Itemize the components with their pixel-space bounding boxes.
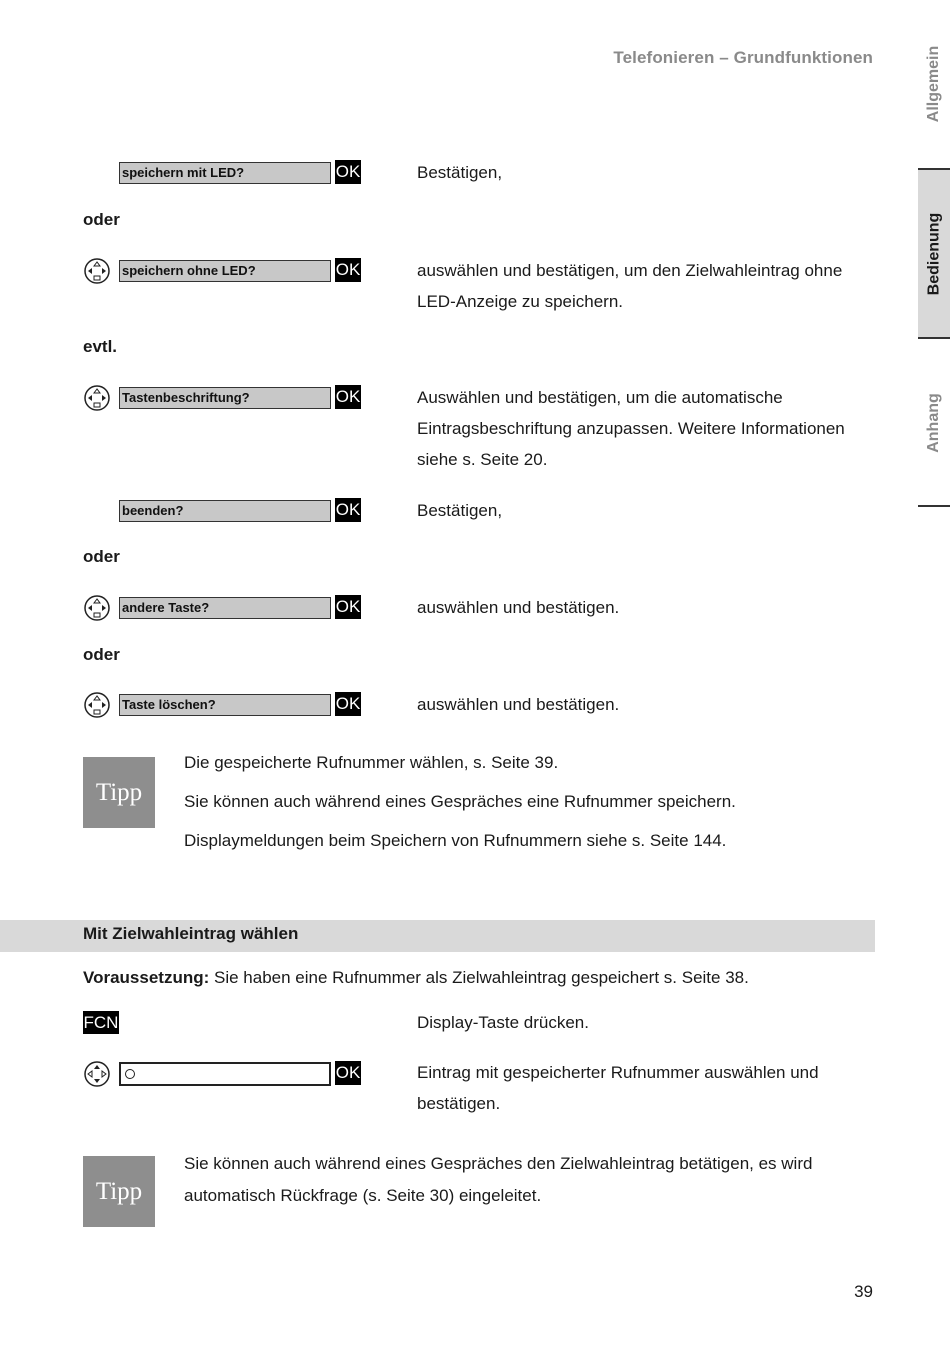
connector-oder: oder [83,210,120,229]
prerequisite-label: Voraussetzung: [83,968,210,987]
step-description: Bestätigen, [417,501,503,520]
step-description: Display-Taste drücken. [417,1013,589,1032]
fcn-key: FCN [83,1013,119,1032]
display-entry-select [119,1062,331,1086]
ok-key: OK [335,595,361,619]
side-tab-allgemein[interactable] [918,30,950,138]
display-taste-loeschen: Taste löschen? [119,694,331,716]
navigation-key-icon [83,384,111,412]
ok-key: OK [335,692,361,716]
navigation-key-icon [83,1060,111,1088]
ok-key: OK [335,258,361,282]
ok-key: OK [335,498,361,522]
tipp-badge: Tipp [83,1156,155,1227]
prerequisite-text: Sie haben eine Rufnummer als Zielwahleintrag gespeichert s. Seite 38. [209,968,749,987]
display-andere-taste: andere Taste? [119,597,331,619]
step-description: Bestätigen, [417,163,503,182]
tipp-line: Sie können auch während eines Gespräches eine Rufnummer speichern. [184,792,736,811]
side-tab-label: Anhang [925,392,943,453]
display-speichern-ohne-led: speichern ohne LED? [119,260,331,282]
tipp-badge: Tipp [83,757,155,828]
side-tab-divider [918,505,950,507]
side-tab-label: Allgemein [925,45,942,123]
section-title: Mit Zielwahleintrag wählen [83,924,299,943]
tipp-text [184,752,874,852]
step-description: Eintrag mit gespeicherter Rufnummer auswählen und bestätigen. [417,1063,819,1113]
navigation-key-icon [83,594,111,622]
navigation-key-icon [83,257,111,285]
display-beenden: beenden? [119,500,331,522]
display-tastenbeschriftung: Tastenbeschriftung? [119,387,331,409]
section-heading-bar [0,920,875,952]
running-header: Telefonieren – Grundfunktionen [613,48,873,67]
page-number: 39 [854,1282,873,1301]
step-description: auswählen und bestätigen. [417,695,620,714]
step-description: auswählen und bestätigen. [417,598,620,617]
prerequisite [83,962,749,993]
tipp-text: Sie können auch während eines Gespräches den Zielwahleintrag betätigen, es wird automatisch Rückfrage (s. Seite 30) eingeleitet. [184,1154,813,1205]
step-description: auswählen und bestätigen, um den Zielwahleintrag ohne LED-Anzeige zu speichern. [417,261,843,311]
tipp-line: Displaymeldungen beim Speichern von Rufnummern siehe s. Seite 144. [184,831,727,850]
side-tab-anhang[interactable] [918,340,950,505]
side-tab-label: Bedienung [925,212,943,296]
side-tab-divider [918,337,950,339]
navigation-key-icon [83,691,111,719]
ok-key: OK [335,160,361,184]
ok-key: OK [335,385,361,409]
side-tab-bedienung[interactable] [918,170,950,338]
connector-evtl: evtl. [83,337,118,356]
connector-oder: oder [83,645,120,664]
step-description: Auswählen und bestätigen, um die automatische Eintragsbeschriftung anzupassen. Weitere Informationen siehe s. Seite 20. [417,388,845,469]
ok-key: OK [335,1061,361,1085]
connector-oder: oder [83,547,120,566]
entry-circle-icon [125,1069,135,1079]
tipp-line: Die gespeicherte Rufnummer wählen, s. Seite 39. [184,753,559,772]
display-speichern-mit-led: speichern mit LED? [119,162,331,184]
